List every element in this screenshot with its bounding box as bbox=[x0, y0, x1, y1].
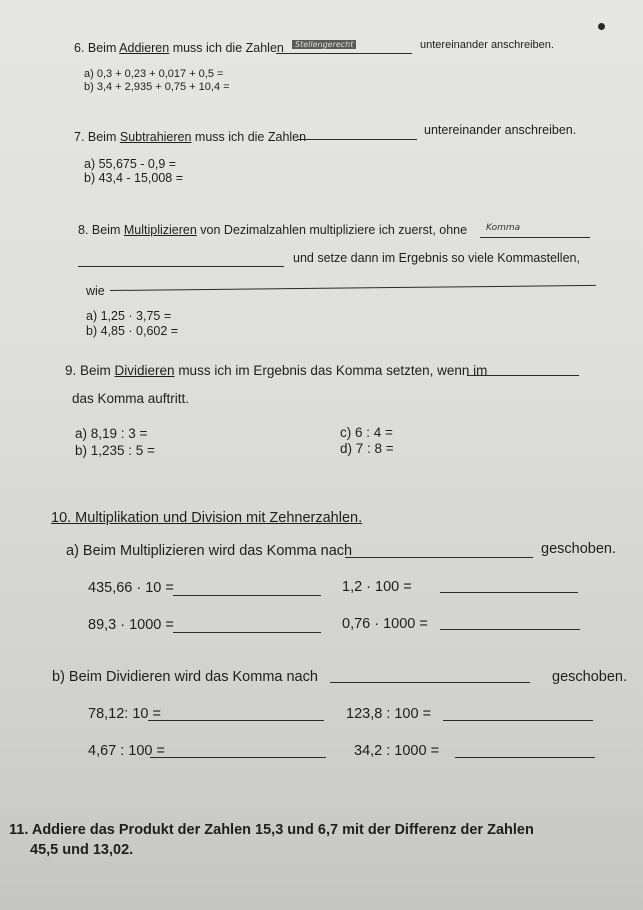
q8-prompt: 8. Beim Multiplizieren von Dezimalzahlen multipliziere ich zuerst, ohne bbox=[78, 223, 468, 237]
q9-prompt-line2: das Komma auftritt. bbox=[72, 391, 190, 406]
q6-task-a: a) 0,3 + 0,23 + 0,017 + 0,5 = bbox=[84, 68, 224, 80]
q9-task-a: a) 8,19 : 3 = bbox=[75, 426, 148, 441]
q10a-prompt-end: geschoben. bbox=[541, 541, 616, 557]
q7-keyword: Subtrahieren bbox=[119, 130, 192, 144]
q9-answer-line[interactable] bbox=[467, 375, 579, 376]
q8-answer-line-3[interactable] bbox=[110, 285, 596, 291]
q8-prompt-line3: wie bbox=[86, 284, 105, 298]
q10b-answer-line-2[interactable] bbox=[443, 720, 593, 721]
q6-task-b: b) 3,4 + 2,935 + 0,75 + 10,4 = bbox=[84, 81, 230, 93]
q8-handwritten-answer: Komma bbox=[486, 223, 521, 233]
q10a-answer-line-4[interactable] bbox=[440, 629, 580, 630]
q10b-answer-line-4[interactable] bbox=[455, 757, 595, 758]
q9-keyword: Dividieren bbox=[114, 363, 175, 378]
q10a-task-1: 435,66 · 10 = bbox=[88, 580, 174, 596]
q10a-answer-line-1[interactable] bbox=[173, 595, 321, 596]
q8-keyword: Multiplizieren bbox=[123, 223, 197, 237]
q10a-task-2: 1,2 · 100 = bbox=[342, 579, 412, 595]
q10b-task-3: 4,67 : 100 = bbox=[88, 743, 165, 759]
q10b-task-4: 34,2 : 1000 = bbox=[354, 743, 440, 759]
q8-task-a: a) 1,25 · 3,75 = bbox=[86, 309, 172, 323]
q10a-answer-line-3[interactable] bbox=[173, 632, 321, 633]
q7-task-a: a) 55,675 - 0,9 = bbox=[84, 157, 177, 171]
q6-handwritten-answer: Stellengerecht bbox=[292, 40, 356, 49]
q10a-answer-line[interactable] bbox=[345, 557, 533, 558]
q9-task-b: b) 1,235 : 5 = bbox=[75, 443, 155, 458]
q9-prompt: 9. Beim Dividieren muss ich im Ergebnis das Komma setzten, wenn im bbox=[65, 363, 488, 378]
q8-prompt-line2: und setze dann im Ergebnis so viele Kommastellen, bbox=[293, 251, 580, 265]
q8-answer-line-1[interactable] bbox=[480, 237, 590, 238]
ink-dot bbox=[598, 23, 605, 30]
q10b-task-2: 123,8 : 100 = bbox=[346, 706, 432, 722]
q10b-answer-line-1[interactable] bbox=[148, 720, 324, 721]
q6-answer-line[interactable] bbox=[276, 53, 412, 54]
q7-task-b: b) 43,4 - 15,008 = bbox=[84, 171, 184, 185]
q10a-answer-line-2[interactable] bbox=[440, 592, 578, 593]
q9-task-d: d) 7 : 8 = bbox=[340, 441, 394, 456]
q10a-prompt: a) Beim Multiplizieren wird das Komma nach bbox=[66, 543, 353, 559]
q6-prompt-end: untereinander anschreiben. bbox=[420, 39, 554, 51]
q7-prompt: 7. Beim Subtrahieren muss ich die Zahlen bbox=[74, 130, 307, 144]
q9-task-c: c) 6 : 4 = bbox=[340, 425, 393, 440]
q11-line2: 45,5 und 13,02. bbox=[30, 842, 134, 858]
q7-prompt-end: untereinander anschreiben. bbox=[424, 123, 577, 137]
q10b-prompt-end: geschoben. bbox=[552, 669, 627, 685]
q8-answer-line-2[interactable] bbox=[78, 266, 284, 267]
q10-title: 10. Multiplikation und Division mit Zehnerzahlen. bbox=[51, 510, 363, 526]
q11-line1: 11. Addiere das Produkt der Zahlen 15,3 und 6,7 mit der Differenz der Zahlen bbox=[9, 822, 534, 838]
q8-task-b: b) 4,85 · 0,602 = bbox=[86, 324, 179, 338]
q7-answer-line[interactable] bbox=[297, 139, 417, 140]
q10b-prompt: b) Beim Dividieren wird das Komma nach bbox=[52, 669, 318, 685]
q10b-task-1: 78,12: 10 = bbox=[88, 706, 161, 722]
q10b-answer-line-3[interactable] bbox=[150, 757, 326, 758]
q10a-task-3: 89,3 · 1000 = bbox=[88, 617, 174, 633]
q10a-task-4: 0,76 · 1000 = bbox=[342, 616, 428, 632]
q10b-answer-line[interactable] bbox=[330, 682, 530, 683]
q6-prompt: 6. Beim Addieren muss ich die Zahlen bbox=[74, 41, 284, 55]
q6-keyword: Addieren bbox=[119, 41, 170, 55]
